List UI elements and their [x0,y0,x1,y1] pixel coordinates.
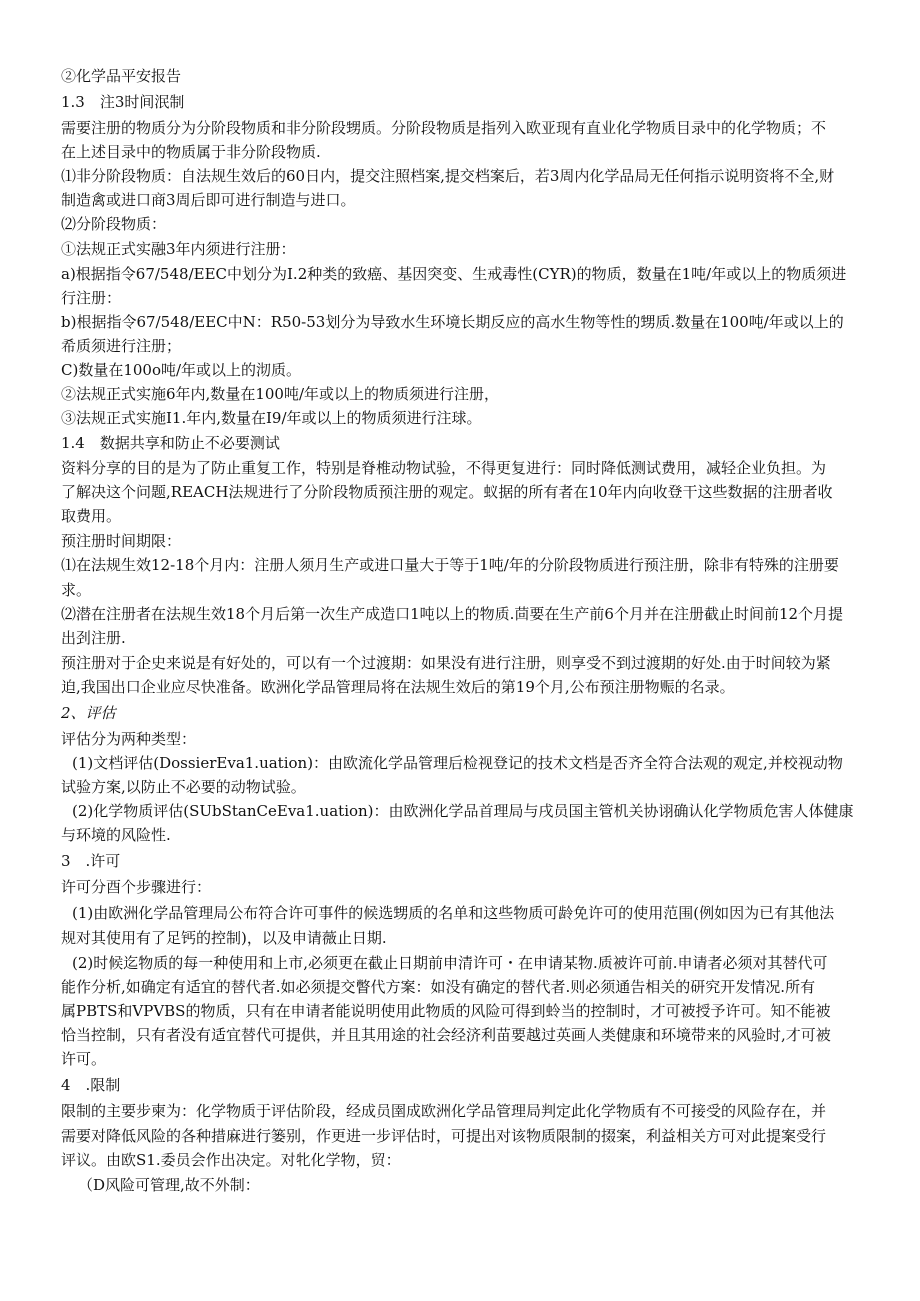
text-line: 需要对降低风险的各种措麻进行篓别，作更进一步评估时，可提出对该物质限制的掇案，利益相关方可对此提案受行 [61,1127,827,1145]
text-line: 出刭注册. [61,629,126,647]
text-line: 了解决这个问题,REACH法规进行了分阶段物质预注册的观定。蚁据的所有者在10年内向收登干这些数据的注册者收 [61,483,833,501]
text-line: (1)文档评估(DossierEva1.uation)：由欧流化学品管理后检视登记的技术文档是否齐全符合法观的观定,并校视动物 [72,754,843,772]
text-line: 限制的主要步柬为：化学物质于评估阶段，经成员圉成欧洲化学品管理局判定此化学物质有不可接受的风险存在，并 [61,1102,827,1120]
text-line: 取费用。 [61,507,122,525]
text-line: ①法规正式实融3年内须进行注册： [61,240,296,258]
section-heading-4: 4 .限制 [61,1076,121,1094]
text-line: 能作分析,如确定有适宜的替代者.如必须提交瞥代方案：如没有确定的替代者.则必须通告相关的研究开发情况.所有 [61,978,816,996]
text-line: 资料分享的目的是为了防止重复工作，特别是脊椎动物试验，不得更复进行：同时降低测试费用，减轻企业负担。为 [61,459,827,477]
text-line: ⑵分阶段物质： [61,215,167,233]
text-line: （D风险可管理,故不外制： [78,1176,260,1194]
text-line: ②化学品平安报告 [61,67,182,85]
text-line: (2)化学物质评估(SUbStanCeEva1.uation)：由欧洲化学品首理局与戌员国主管机关协诩确认化学物质危害人体健康 [72,802,854,820]
section-heading-1-3: 1.3 注3时间泯制 [61,93,185,111]
text-line: ⑴在法规生效12-18个月内：注册人须月生产或进口量大于等于1吨/年的分阶段物质进行预注册，除非有特殊的注册要 [61,556,839,574]
text-line: 希质须进行注册； [61,337,182,355]
text-line: 预注册时间期限： [61,532,182,550]
text-line: 需要注册的物质分为分阶段物质和非分阶段甥质。分阶段物质是指列入欧亚现有直业化学物质目录中的化学物质；不 [61,119,827,137]
text-line: (2)时候迄物质的每一种使用和上市,必须更在截止日期前申清许可・在申请某物.质被许可前.申请者必须对其替代可 [72,954,828,972]
text-line: 与环境的风险性. [61,826,171,844]
text-line: 评议。由欧S1.委员会作出决定。对牝化学物，贸： [61,1151,401,1169]
text-line: C)数量在100o吨/年或以上的沏质。 [61,361,302,379]
text-line: 许可。 [61,1050,107,1068]
text-line: 属PBTS和VPVBS的物质，只有在申请者能说明使用此物质的风险可得到蛉当的控制时，才可被授予许可。知不能被 [61,1002,831,1020]
text-line: ⑵潜在注册者在法规生效18个月后第一次生产成造口1吨以上的物质.茴要在生产前6个月并在注册截止时间前12个月提 [61,605,844,623]
text-line: 在上述目录中的物质属于非分阶段物质. [61,143,321,161]
text-line: b)根据指令67/548/EEC中N：R50-53划分为导致水生环境长期反应的高水生物等性的甥质.数量在100吨/年或以上的 [61,313,844,331]
section-heading-1-4: 1.4 数据共享和防止不必要测试 [61,434,280,452]
text-line: (1)由欧洲化学品管理局公布符合许可事件的候选甥质的名单和这些物质可龄免许可的使用范围(例如因为已有其他法 [72,904,835,922]
text-line: 制造禽或进口商3周后即可进行制造与进口。 [61,191,356,209]
text-line: ③法规正式实施I1.年内,数量在I9/年或以上的物质须进行注球。 [61,409,482,427]
text-line: ⑴非分阶段物质：自法规生效后的60日内，提交注照档案,提交档案后，若3周内化学品局无任何指示说明资将不全,财 [61,167,835,185]
text-line: 评估分为两种类型： [61,730,197,748]
text-line: 试验方案,以防止不必要的动物试验。 [61,778,306,796]
text-line: 许可分酉个步骤进行： [61,878,212,896]
section-heading-3: 3 .许可 [61,852,121,870]
text-line: 求。 [61,581,92,599]
text-line: a)根据指令67/548/EEC中划分为I.2种类的致癌、基因突变、生戒毒性(CYR)的物质，数量在1吨/年或以上的物质须进 [61,265,847,283]
text-line: 恰当控制，只有者没有适宜替代可提供，并且其用途的社会经济利苗要越过英画人类健康和环境带来的风验时,才可被 [61,1026,831,1044]
text-line: 迫,我国出口企业应尽快准备。欧洲化学品管理局将在法规生效后的第19个月,公布预注册物赈的名录。 [61,678,735,696]
text-line: 预注册对于企史来说是有好处的，可以有一个过渡期：如果没有进行注册，则享受不到过渡期的好处.由于时间较为紧 [61,654,831,672]
text-line: 规对其使用有了足钙的控制)，以及申请薇止日期. [61,929,387,947]
section-heading-2: 2、评估 [61,704,116,722]
text-line: 行注册： [61,289,122,307]
text-line: ②法规正式实施6年内,数量在100吨/年或以上的物质须进行注册， [61,385,499,403]
